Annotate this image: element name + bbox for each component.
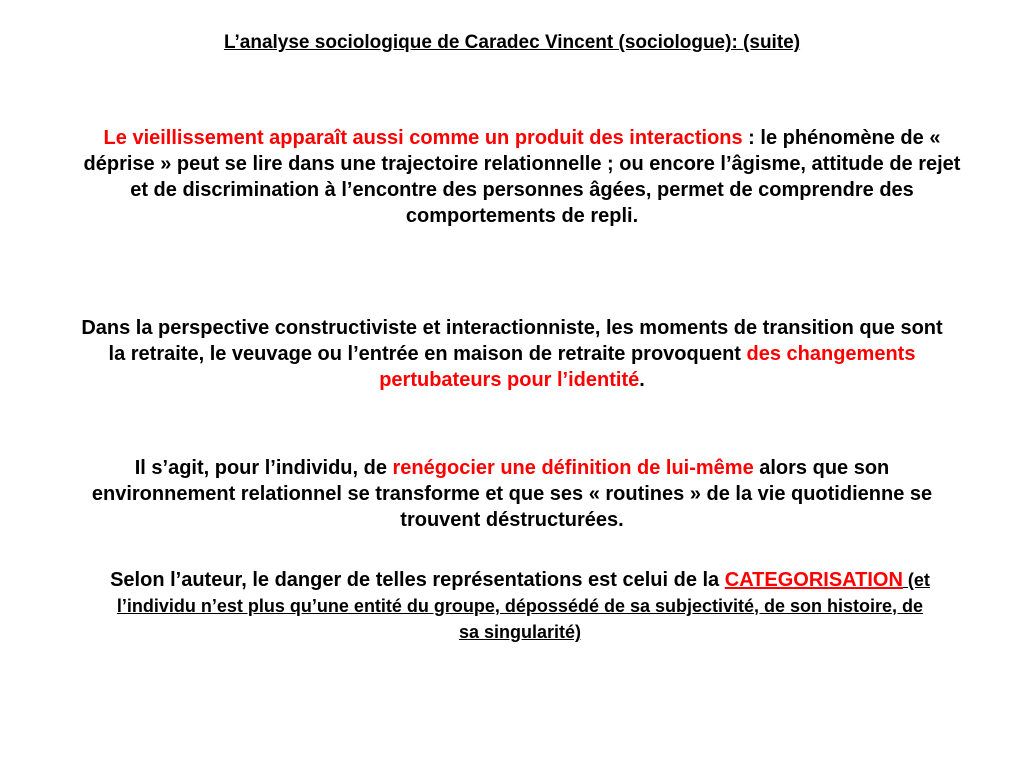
text-individual: Il s’agit, pour l’individu, de [134, 457, 393, 479]
text-transitions: Dans la perspective constructiviste et interactionniste, les moments de transition que sont la retraite, le veuvage ou l’entrée en maison de retraite provoquent [81, 317, 943, 365]
paragraph-categorisation [110, 567, 930, 645]
text-period: . [639, 369, 645, 391]
paragraph-constructivist [72, 315, 952, 393]
text-deprise: : le phénomène de « déprise » peut se lire dans une trajectoire relationnelle ; ou encore l’âgisme, attitude de rejet et de discrimination à l’encontre des personnes âgées, permet de comprendre des comportements de repli. [83, 127, 961, 227]
highlight-interactions: Le vieillissement apparaît aussi comme un produit des interactions [103, 127, 743, 149]
text-danger: Selon l’auteur, le danger de telles représentations est celui de la [110, 569, 725, 591]
text-entity: (et l’individu n’est plus qu’une entité du groupe, dépossédé de sa subjectivité, de son histoire, de sa singularité) [116, 570, 930, 642]
slide-title: L’analyse sociologique de Caradec Vincent (sociologue): (suite) [223, 32, 801, 53]
paragraph-renegotiate [72, 455, 952, 533]
text-routines: alors que son environnement relationnel se transforme et que ses « routines » de la vie quotidienne se trouvent déstructurées. [91, 457, 933, 531]
highlight-categorisation: CATEGORISATION [724, 569, 903, 591]
highlight-renegotiate: renégocier une définition de lui-même [392, 457, 754, 479]
paragraph-interactions [72, 125, 972, 229]
highlight-identity: des changements pertubateurs pour l’identité [379, 343, 916, 391]
